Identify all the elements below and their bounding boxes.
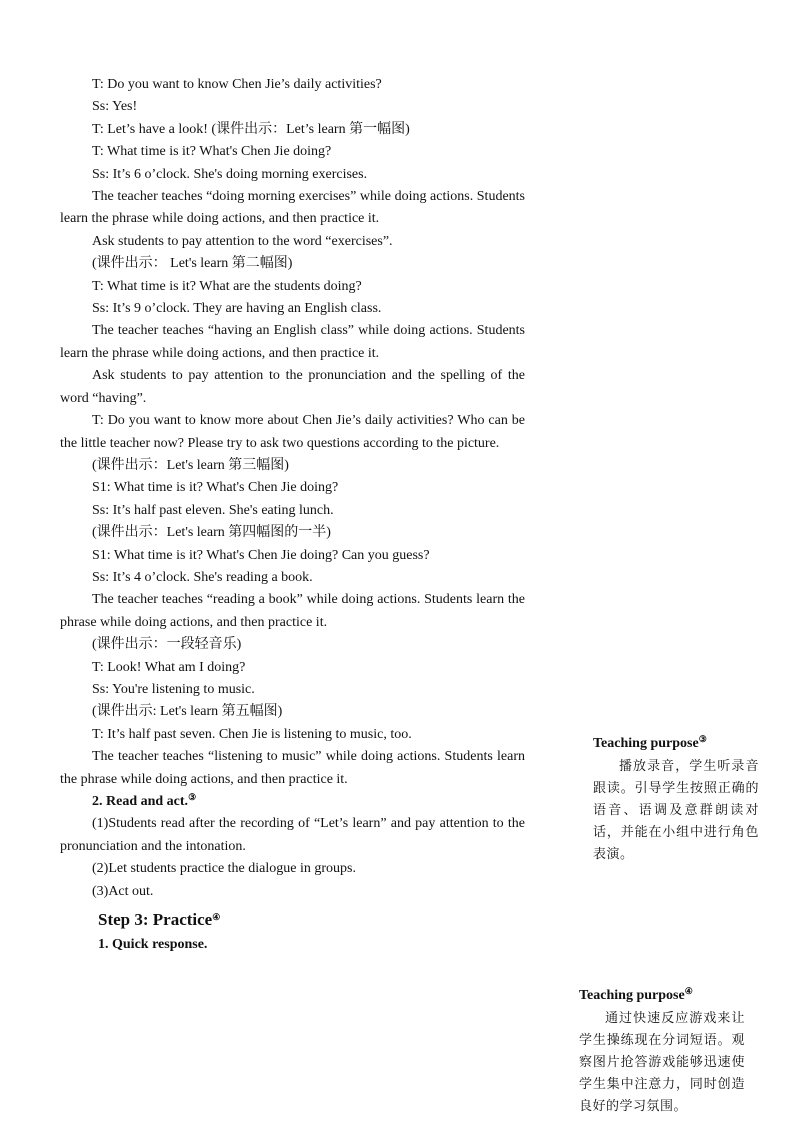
dialogue-line: T: It’s half past seven. Chen Jie is listening to music, too. [92, 726, 412, 742]
dialogue-line: T: Look! What am I doing? [92, 659, 246, 675]
dialogue-line: T: Do you want to know Chen Jie’s daily activities? [92, 77, 382, 92]
dialogue-line: Ss: Yes! [92, 99, 138, 115]
section-heading-read-act: 2. Read and act.③ [92, 792, 197, 809]
courseware-note: (课件出示：Let's learn 第四幅图的一半) [92, 525, 331, 541]
courseware-note: (课件出示： Let's learn 第二幅图) [92, 256, 293, 272]
side-note-body: 播放录音，学生听录音跟读。引导学生按照正确的语音、语调及意群朗读对话，并能在小组中进行角色表演。 [593, 758, 759, 861]
instruction-paragraph: The teacher teaches “listening to music” while doing actions. Students learn the phrase while doing actions, and then practice it. [60, 749, 525, 787]
dialogue-line: T: Let’s have a look! (课件出示：Let’s learn 第一幅图) [92, 121, 410, 137]
courseware-note: (课件出示：一段轻音乐) [92, 637, 242, 653]
courseware-note: (课件出示: Let's learn 第五幅图) [92, 704, 283, 720]
courseware-note: (课件出示：Let's learn 第三幅图) [92, 457, 289, 473]
side-note-4 [579, 985, 745, 1117]
instruction-paragraph: The teacher teaches “doing morning exercises” while doing actions. Students learn the phrase while doing actions, and then practice it. [60, 189, 525, 227]
instruction-paragraph: Ask students to pay attention to the pronunciation and the spelling of the word “having”. [60, 368, 525, 406]
dialogue-line: Ss: It’s 9 o’clock. They are having an English class. [92, 301, 382, 317]
dialogue-line: T: What time is it? What are the students doing? [92, 278, 362, 294]
dialogue-line: Ss: It’s half past eleven. She's eating lunch. [92, 502, 334, 518]
dialogue-line: Ss: It’s 6 o’clock. She's doing morning exercises. [92, 166, 368, 182]
read-act-item: (3)Act out. [92, 883, 154, 899]
step-subheading: 1. Quick response. [98, 937, 208, 953]
lesson-body [60, 74, 525, 957]
dialogue-line: Ss: It’s 4 o’clock. She's reading a book. [92, 569, 313, 585]
dialogue-line: S1: What time is it? What's Chen Jie doing? Can you guess? [92, 547, 430, 563]
footnote-mark: ③ [698, 734, 707, 744]
dialogue-line: S1: What time is it? What's Chen Jie doing? [92, 480, 339, 496]
side-note-3 [593, 733, 759, 865]
footnote-mark: ④ [212, 912, 221, 923]
dialogue-line: Ss: You're listening to music. [92, 681, 255, 697]
read-act-item: (1)Students read after the recording of “Let’s learn” and pay attention to the pronunciation and the intonation. [60, 816, 525, 854]
side-note-title: Teaching purpose③ [593, 734, 707, 751]
instruction-paragraph: The teacher teaches “having an English class” while doing actions. Students learn the phrase while doing actions, and then practice it. [60, 323, 525, 361]
dialogue-line: T: What time is it? What's Chen Jie doing? [92, 144, 332, 160]
step-heading: Step 3: Practice④ [98, 910, 221, 930]
footnote-mark: ④ [684, 986, 693, 996]
instruction-paragraph: T: Do you want to know more about Chen Jie’s daily activities? Who can be the little teacher now? Please try to ask two questions according to the picture. [60, 413, 525, 451]
instruction-paragraph: The teacher teaches “reading a book” while doing actions. Students learn the phrase while doing actions, and then practice it. [60, 592, 525, 630]
read-act-item: (2)Let students practice the dialogue in groups. [92, 861, 356, 877]
footnote-mark: ③ [188, 792, 197, 802]
side-note-body: 通过快速反应游戏来让学生操练现在分词短语。观察图片抢答游戏能够迅速使学生集中注意力，同时创造良好的学习氛围。 [579, 1010, 745, 1113]
side-note-title: Teaching purpose④ [579, 986, 693, 1003]
instruction-line: Ask students to pay attention to the word “exercises”. [92, 233, 393, 249]
